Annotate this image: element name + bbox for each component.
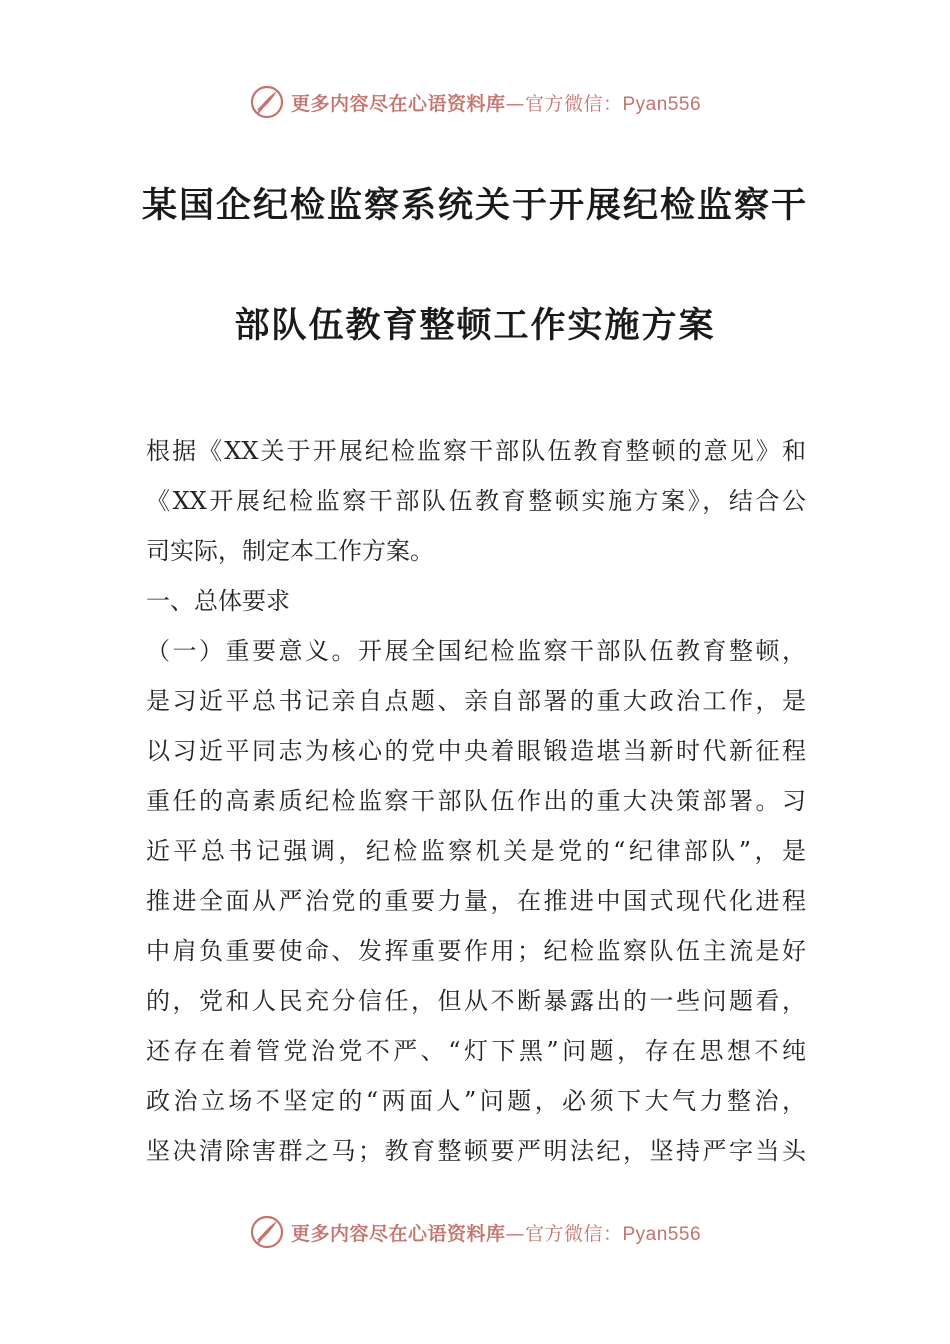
document-body: [146, 426, 806, 1176]
watermark-main: 更多内容尽在心语资料库: [290, 92, 506, 115]
quill-logo-icon: [249, 84, 285, 120]
body-line: 坚决清除害群之马；教育整顿要严明法纪，坚持严字当头: [146, 1137, 806, 1165]
watermark-footer: [0, 1212, 950, 1252]
watermark-header: [0, 82, 950, 122]
body-line: 司实际，制定本工作方案。: [146, 537, 434, 565]
watermark-text: [291, 1219, 701, 1246]
document-title-line-2: 部队伍教育整顿工作实施方案: [234, 305, 716, 346]
body-line: 中肩负重要使命、发挥重要作用；纪检监察队伍主流是好: [146, 937, 806, 965]
watermark-dash: —: [505, 1222, 525, 1245]
body-line: 《XX开展纪检监察干部队伍教育整顿实施方案》，结合公: [146, 487, 806, 515]
watermark-text: [291, 89, 701, 116]
watermark-suffix: 官方微信：: [524, 92, 623, 115]
body-line: 是习近平总书记亲自点题、亲自部署的重大政治工作，是: [146, 687, 806, 715]
body-line: 政治立场不坚定的“两面人”问题，必须下大气力整治，: [146, 1087, 806, 1115]
watermark-suffix: 官方微信：: [524, 1222, 623, 1245]
body-line: 还存在着管党治党不严、“灯下黑”问题，存在思想不纯: [146, 1037, 806, 1065]
body-line: 近平总书记强调，纪检监察机关是党的“纪律部队”，是: [146, 837, 806, 865]
watermark-dash: —: [505, 92, 525, 115]
body-line: 以习近平同志为核心的党中央着眼锻造堪当新时代新征程: [146, 737, 806, 765]
watermark-wechat-id: Pyan556: [622, 93, 702, 115]
document-title-line-1: 某国企纪检监察系统关于开展纪检监察干: [141, 185, 808, 226]
quill-logo-icon: [249, 1214, 285, 1250]
body-line: （一）重要意义。开展全国纪检监察干部队伍教育整顿，: [146, 637, 806, 665]
watermark-main: 更多内容尽在心语资料库: [290, 1222, 506, 1245]
body-line: 的，党和人民充分信任，但从不断暴露出的一些问题看，: [146, 987, 806, 1015]
body-line: 根据《XX关于开展纪检监察干部队伍教育整顿的意见》和: [146, 437, 806, 465]
section-heading: 一、总体要求: [146, 587, 290, 615]
body-line: 推进全面从严治党的重要力量，在推进中国式现代化进程: [146, 887, 806, 915]
body-line: 重任的高素质纪检监察干部队伍作出的重大决策部署。习: [146, 787, 806, 815]
watermark-wechat-id: Pyan556: [622, 1223, 702, 1245]
